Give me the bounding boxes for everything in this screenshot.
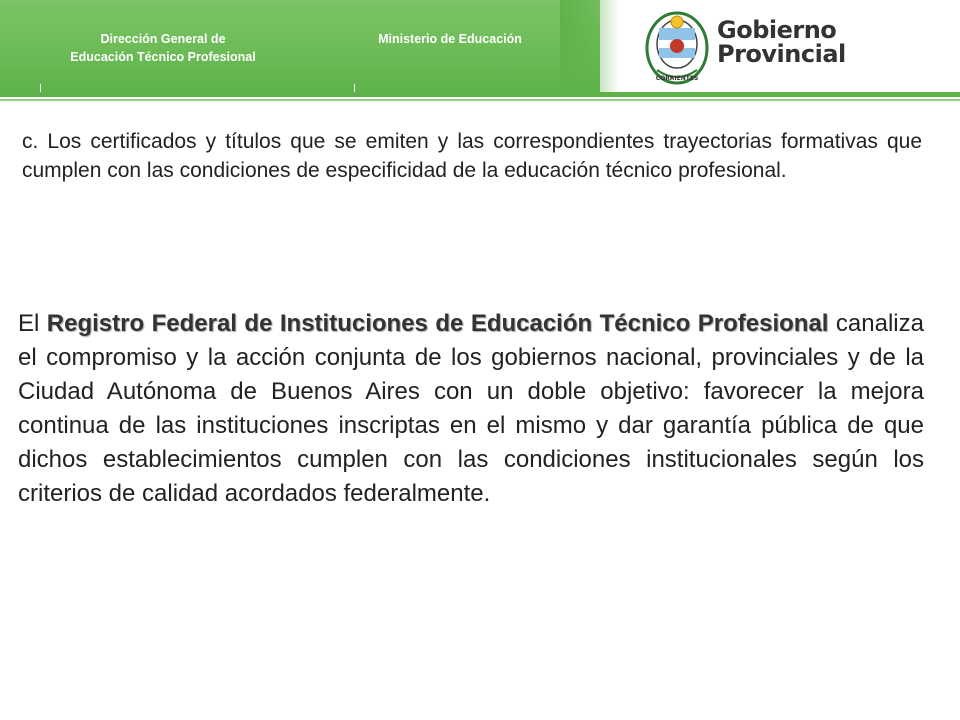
header-ministerio: Ministerio de Educación: [378, 32, 522, 46]
paragraph-certificados: c. Los certificados y títulos que se emiten y las correspondientes trayectorias formativas que cumplen con las condiciones de especificidad de la educación técnico profesional.: [22, 130, 922, 182]
paragraph-registro-federal: [18, 307, 924, 511]
header-tick-mid: [354, 84, 355, 92]
corrientes-seal-icon: [647, 13, 707, 83]
header-left-line2: Educación Técnico Profesional: [70, 50, 256, 64]
para2-prefix: El: [18, 310, 47, 337]
header-left-line1: Dirección General de: [100, 32, 226, 46]
logo-line2: Provincial: [717, 40, 846, 68]
page-header: [0, 0, 960, 92]
header-tick-left: [40, 84, 41, 92]
logo-line1: Gobierno: [717, 16, 837, 44]
header-direccion: [28, 30, 298, 66]
seal-caption: CORRIENTES: [655, 75, 699, 82]
gobierno-provincial-wordmark: [717, 18, 846, 66]
registro-federal-term: Registro Federal de Instituciones de Educación Técnico Profesional: [46, 310, 829, 337]
para2-rest: canaliza el compromiso y la acción conjunta de los gobiernos nacional, provinciales y de la Ciudad Autónoma de Buenos Aires con un doble objetivo: favorecer la mejora continua de las instituciones inscriptas en el mismo y dar garantía pública de que dichos establecimientos cumplen con las condiciones institucionales según los criterios de calidad acordados federalmente.: [18, 310, 924, 507]
header-divider: [0, 92, 960, 97]
header-divider-thin: [0, 99, 960, 101]
header-band-fade: [560, 0, 620, 92]
